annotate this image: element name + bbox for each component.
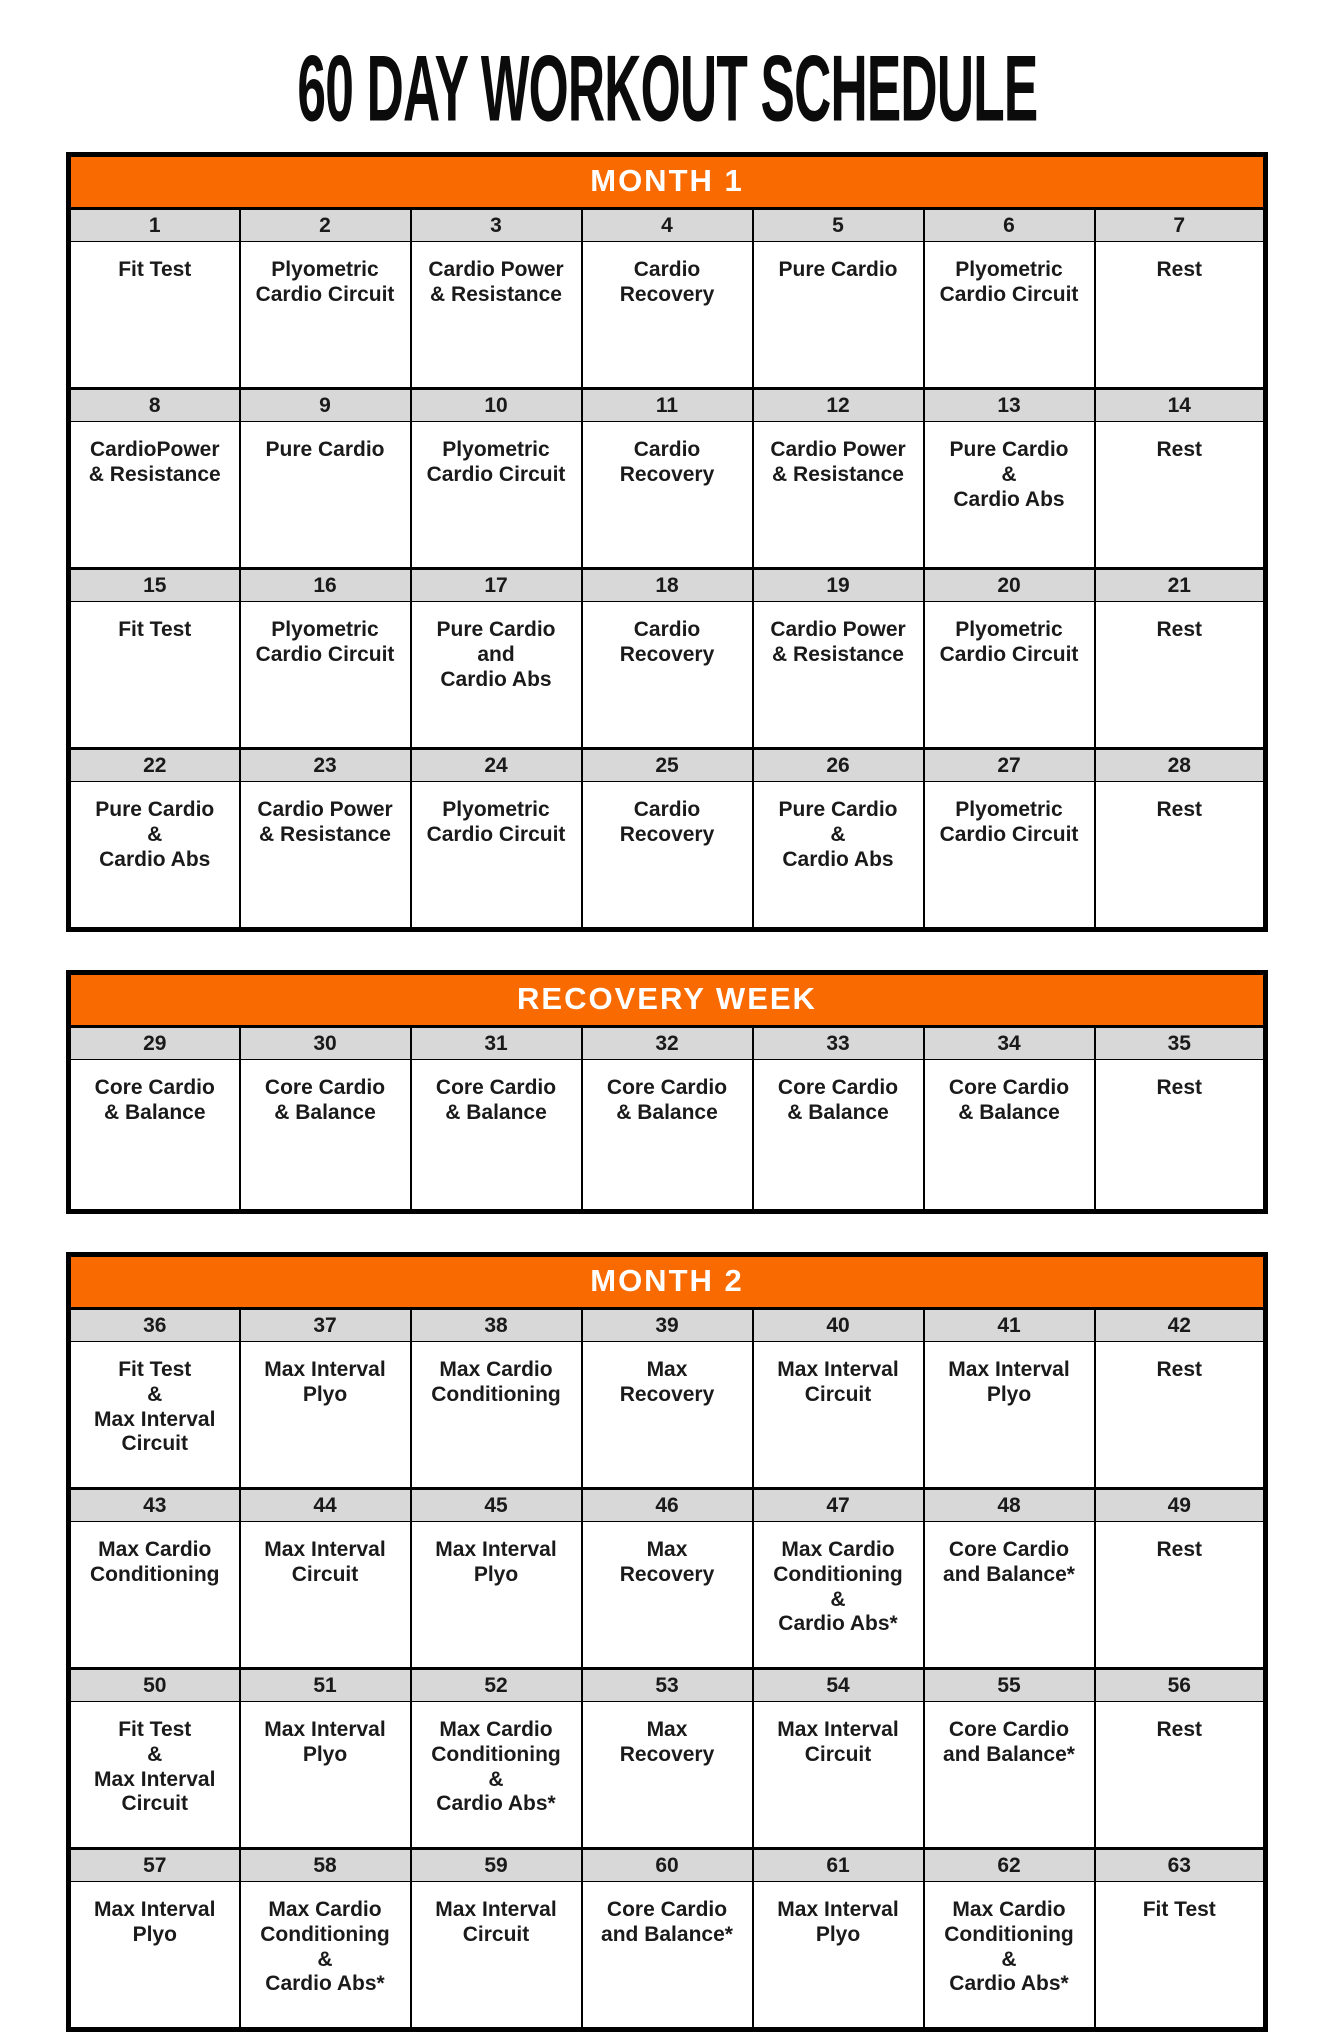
- day-number-28: 28: [1095, 749, 1266, 782]
- day-number-19: 19: [753, 569, 924, 602]
- day-number-7: 7: [1095, 209, 1266, 242]
- workout-day-47: Max Cardio Conditioning & Cardio Abs*: [753, 1522, 924, 1669]
- workout-day-19: Cardio Power & Resistance: [753, 602, 924, 749]
- day-number-33: 33: [753, 1027, 924, 1060]
- day-number-27: 27: [924, 749, 1095, 782]
- day-number-53: 53: [582, 1669, 753, 1702]
- day-number-17: 17: [411, 569, 582, 602]
- workout-day-56: Rest: [1095, 1702, 1266, 1849]
- workout-row: [69, 1702, 1266, 1849]
- workout-day-50: Fit Test & Max Interval Circuit: [69, 1702, 240, 1849]
- workout-day-17: Pure Cardio and Cardio Abs: [411, 602, 582, 749]
- day-number-row: [69, 209, 1266, 242]
- workout-row: [69, 1882, 1266, 2030]
- day-number-49: 49: [1095, 1489, 1266, 1522]
- workout-day-1: Fit Test: [69, 242, 240, 389]
- workout-day-41: Max Interval Plyo: [924, 1342, 1095, 1489]
- day-number-20: 20: [924, 569, 1095, 602]
- day-number-23: 23: [240, 749, 411, 782]
- workout-row: [69, 1060, 1266, 1212]
- workout-day-63: Fit Test: [1095, 1882, 1266, 2030]
- workout-day-52: Max Cardio Conditioning & Cardio Abs*: [411, 1702, 582, 1849]
- workout-day-51: Max Interval Plyo: [240, 1702, 411, 1849]
- day-number-35: 35: [1095, 1027, 1266, 1060]
- day-number-59: 59: [411, 1849, 582, 1882]
- day-number-15: 15: [69, 569, 240, 602]
- day-number-37: 37: [240, 1309, 411, 1342]
- workout-day-23: Cardio Power & Resistance: [240, 782, 411, 930]
- workout-day-15: Fit Test: [69, 602, 240, 749]
- day-number-26: 26: [753, 749, 924, 782]
- workout-day-18: Cardio Recovery: [582, 602, 753, 749]
- day-number-6: 6: [924, 209, 1095, 242]
- day-number-47: 47: [753, 1489, 924, 1522]
- workout-day-22: Pure Cardio & Cardio Abs: [69, 782, 240, 930]
- workout-day-61: Max Interval Plyo: [753, 1882, 924, 2030]
- workout-day-45: Max Interval Plyo: [411, 1522, 582, 1669]
- day-number-63: 63: [1095, 1849, 1266, 1882]
- day-number-43: 43: [69, 1489, 240, 1522]
- workout-day-20: Plyometric Cardio Circuit: [924, 602, 1095, 749]
- day-number-row: [69, 569, 1266, 602]
- workout-day-33: Core Cardio & Balance: [753, 1060, 924, 1212]
- workout-day-35: Rest: [1095, 1060, 1266, 1212]
- day-number-10: 10: [411, 389, 582, 422]
- workout-day-4: Cardio Recovery: [582, 242, 753, 389]
- workout-day-57: Max Interval Plyo: [69, 1882, 240, 2030]
- workout-row: [69, 602, 1266, 749]
- page-title-text: 60 DAY WORKOUT SCHEDULE: [296, 35, 1038, 141]
- workout-day-2: Plyometric Cardio Circuit: [240, 242, 411, 389]
- day-number-25: 25: [582, 749, 753, 782]
- workout-day-46: Max Recovery: [582, 1522, 753, 1669]
- day-number-50: 50: [69, 1669, 240, 1702]
- workout-day-14: Rest: [1095, 422, 1266, 569]
- workout-row: [69, 1522, 1266, 1669]
- workout-day-32: Core Cardio & Balance: [582, 1060, 753, 1212]
- day-number-57: 57: [69, 1849, 240, 1882]
- workout-day-21: Rest: [1095, 602, 1266, 749]
- workout-day-36: Fit Test & Max Interval Circuit: [69, 1342, 240, 1489]
- workout-day-60: Core Cardio and Balance*: [582, 1882, 753, 2030]
- day-number-41: 41: [924, 1309, 1095, 1342]
- workout-day-11: Cardio Recovery: [582, 422, 753, 569]
- day-number-31: 31: [411, 1027, 582, 1060]
- day-number-row: [69, 1027, 1266, 1060]
- day-number-39: 39: [582, 1309, 753, 1342]
- day-number-58: 58: [240, 1849, 411, 1882]
- section-header-month-2: MONTH 2: [69, 1255, 1266, 1309]
- day-number-34: 34: [924, 1027, 1095, 1060]
- sections: [66, 152, 1268, 2032]
- day-number-5: 5: [753, 209, 924, 242]
- day-number-56: 56: [1095, 1669, 1266, 1702]
- workout-day-55: Core Cardio and Balance*: [924, 1702, 1095, 1849]
- day-number-row: [69, 749, 1266, 782]
- workout-day-58: Max Cardio Conditioning & Cardio Abs*: [240, 1882, 411, 2030]
- workout-day-40: Max Interval Circuit: [753, 1342, 924, 1489]
- workout-row: [69, 242, 1266, 389]
- day-number-2: 2: [240, 209, 411, 242]
- day-number-16: 16: [240, 569, 411, 602]
- workout-day-8: CardioPower & Resistance: [69, 422, 240, 569]
- workout-day-13: Pure Cardio & Cardio Abs: [924, 422, 1095, 569]
- workout-day-28: Rest: [1095, 782, 1266, 930]
- day-number-61: 61: [753, 1849, 924, 1882]
- workout-row: [69, 782, 1266, 930]
- day-number-14: 14: [1095, 389, 1266, 422]
- workout-day-39: Max Recovery: [582, 1342, 753, 1489]
- day-number-45: 45: [411, 1489, 582, 1522]
- workout-day-7: Rest: [1095, 242, 1266, 389]
- recovery-week-table: [66, 970, 1268, 1214]
- workout-day-27: Plyometric Cardio Circuit: [924, 782, 1095, 930]
- day-number-3: 3: [411, 209, 582, 242]
- day-number-9: 9: [240, 389, 411, 422]
- workout-day-62: Max Cardio Conditioning & Cardio Abs*: [924, 1882, 1095, 2030]
- workout-day-54: Max Interval Circuit: [753, 1702, 924, 1849]
- month-1-table: [66, 152, 1268, 932]
- day-number-22: 22: [69, 749, 240, 782]
- day-number-4: 4: [582, 209, 753, 242]
- workout-day-34: Core Cardio & Balance: [924, 1060, 1095, 1212]
- workout-row: [69, 422, 1266, 569]
- day-number-11: 11: [582, 389, 753, 422]
- day-number-13: 13: [924, 389, 1095, 422]
- day-number-row: [69, 1309, 1266, 1342]
- day-number-row: [69, 1849, 1266, 1882]
- day-number-38: 38: [411, 1309, 582, 1342]
- workout-day-5: Pure Cardio: [753, 242, 924, 389]
- workout-day-6: Plyometric Cardio Circuit: [924, 242, 1095, 389]
- workout-day-48: Core Cardio and Balance*: [924, 1522, 1095, 1669]
- workout-day-29: Core Cardio & Balance: [69, 1060, 240, 1212]
- workout-day-9: Pure Cardio: [240, 422, 411, 569]
- day-number-36: 36: [69, 1309, 240, 1342]
- day-number-12: 12: [753, 389, 924, 422]
- day-number-30: 30: [240, 1027, 411, 1060]
- workout-day-42: Rest: [1095, 1342, 1266, 1489]
- workout-day-43: Max Cardio Conditioning: [69, 1522, 240, 1669]
- day-number-44: 44: [240, 1489, 411, 1522]
- day-number-46: 46: [582, 1489, 753, 1522]
- workout-day-25: Cardio Recovery: [582, 782, 753, 930]
- workout-day-26: Pure Cardio & Cardio Abs: [753, 782, 924, 930]
- month-2-table: [66, 1252, 1268, 2032]
- section-header-month-1: MONTH 1: [69, 155, 1266, 209]
- day-number-24: 24: [411, 749, 582, 782]
- workout-day-30: Core Cardio & Balance: [240, 1060, 411, 1212]
- page-title: [0, 0, 1334, 142]
- day-number-42: 42: [1095, 1309, 1266, 1342]
- day-number-row: [69, 389, 1266, 422]
- workout-day-44: Max Interval Circuit: [240, 1522, 411, 1669]
- section-header-recovery-week: RECOVERY WEEK: [69, 973, 1266, 1027]
- day-number-18: 18: [582, 569, 753, 602]
- workout-day-24: Plyometric Cardio Circuit: [411, 782, 582, 930]
- workout-day-38: Max Cardio Conditioning: [411, 1342, 582, 1489]
- workout-row: [69, 1342, 1266, 1489]
- day-number-62: 62: [924, 1849, 1095, 1882]
- day-number-1: 1: [69, 209, 240, 242]
- workout-day-49: Rest: [1095, 1522, 1266, 1669]
- day-number-32: 32: [582, 1027, 753, 1060]
- workout-day-16: Plyometric Cardio Circuit: [240, 602, 411, 749]
- day-number-60: 60: [582, 1849, 753, 1882]
- day-number-51: 51: [240, 1669, 411, 1702]
- workout-day-59: Max Interval Circuit: [411, 1882, 582, 2030]
- day-number-52: 52: [411, 1669, 582, 1702]
- day-number-55: 55: [924, 1669, 1095, 1702]
- day-number-40: 40: [753, 1309, 924, 1342]
- workout-day-12: Cardio Power & Resistance: [753, 422, 924, 569]
- day-number-8: 8: [69, 389, 240, 422]
- day-number-21: 21: [1095, 569, 1266, 602]
- day-number-row: [69, 1489, 1266, 1522]
- workout-day-3: Cardio Power & Resistance: [411, 242, 582, 389]
- day-number-54: 54: [753, 1669, 924, 1702]
- day-number-29: 29: [69, 1027, 240, 1060]
- day-number-48: 48: [924, 1489, 1095, 1522]
- day-number-row: [69, 1669, 1266, 1702]
- workout-day-53: Max Recovery: [582, 1702, 753, 1849]
- workout-day-10: Plyometric Cardio Circuit: [411, 422, 582, 569]
- workout-day-31: Core Cardio & Balance: [411, 1060, 582, 1212]
- workout-day-37: Max Interval Plyo: [240, 1342, 411, 1489]
